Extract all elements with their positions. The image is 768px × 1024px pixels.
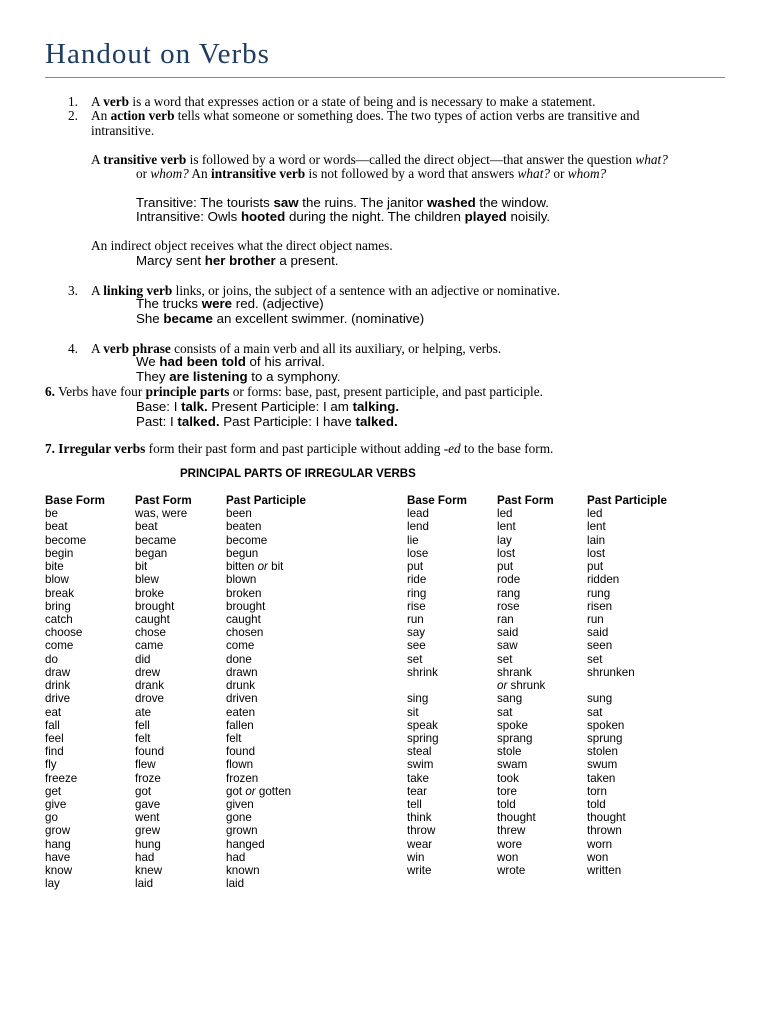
column-header: Past Participle [587, 494, 667, 507]
table-cell: caught [226, 612, 261, 626]
table-cell: write [407, 864, 432, 878]
table-cell: have [45, 850, 71, 864]
table-cell: become [45, 533, 87, 547]
phrase-example-2 [136, 369, 340, 384]
table-cell: written [587, 864, 622, 878]
table-cell: swim [407, 758, 434, 772]
table-cell: rung [587, 586, 611, 600]
linking-example-1 [136, 296, 324, 311]
table-cell: frozen [226, 771, 259, 785]
table-cell: brought [226, 599, 266, 613]
table-cell: feel [45, 731, 64, 745]
table-cell: went [135, 811, 160, 825]
text-run: form their past form and past participle without adding [145, 441, 444, 456]
table-cell: hung [135, 837, 161, 851]
table-cell: break [45, 586, 75, 600]
text-run: The trucks [136, 296, 202, 311]
table-cell: set [497, 652, 513, 666]
table-cell: began [135, 546, 168, 560]
text-run: talked. [177, 414, 220, 429]
table-cell: ate [135, 705, 152, 719]
table-cell: swam [497, 758, 528, 772]
table-cell: stole [497, 745, 522, 759]
table-cell: lend [407, 520, 429, 534]
table-cell: rose [497, 599, 520, 613]
table-cell: know [45, 864, 73, 878]
table-cell: throw [407, 824, 436, 838]
table-cell: wore [497, 837, 523, 851]
table-cell: ring [407, 586, 427, 600]
text-run: Intransitive: Owls [136, 209, 241, 224]
table-cell: run [587, 612, 604, 626]
table-cell: broke [135, 586, 165, 600]
table-cell: got [135, 784, 152, 798]
linking-example-2 [136, 311, 424, 326]
table-cell: lent [497, 520, 516, 534]
column-header: Past Form [497, 494, 554, 507]
table-cell: beat [135, 520, 158, 534]
table-cell: broken [226, 586, 262, 600]
text-run: We [136, 354, 160, 369]
text-run: consists of a main verb and all its auxiliary, or helping, verbs. [170, 341, 502, 356]
table-cell: come [226, 639, 255, 653]
table-cell: blew [135, 573, 159, 587]
text-run: red. (adjective) [232, 296, 324, 311]
table-cell: be [45, 507, 58, 521]
text-run: an excellent swimmer. (nominative) [212, 311, 425, 326]
table-cell: begin [45, 546, 74, 560]
table-cell: hang [45, 837, 71, 851]
text-run: to the base form. [460, 441, 554, 456]
text-run: or [550, 166, 568, 181]
table-cell: did [135, 652, 151, 666]
table-cell: laid [135, 877, 154, 891]
left-participle-column [226, 494, 306, 891]
table-cell: set [407, 652, 423, 666]
table-cell: steal [407, 745, 432, 759]
table-cell: tell [407, 798, 422, 812]
text-run: Past: I [136, 414, 178, 429]
item-2-text [91, 108, 640, 124]
table-cell: speak [407, 718, 438, 732]
table-cell: got or gotten [226, 784, 292, 798]
table-cell: give [45, 798, 67, 812]
table-cell: ran [497, 612, 514, 626]
text-run: played [464, 209, 507, 224]
table-cell: took [497, 771, 519, 785]
table-cell: hanged [226, 837, 265, 851]
table-cell: told [587, 798, 606, 812]
table-cell: sit [407, 705, 419, 719]
table-cell: had [135, 850, 155, 864]
intransitive-definition [136, 166, 606, 182]
table-cell: sang [497, 692, 523, 706]
text-run: She [136, 311, 164, 326]
table-cell: drink [45, 679, 71, 693]
table-cell: thrown [587, 824, 622, 838]
table-cell: fell [135, 718, 150, 732]
text-run: intransitive. [91, 123, 155, 138]
item-number-1: 1. [68, 94, 78, 109]
page-title: Handout on Verbs [45, 38, 270, 70]
table-cell: chosen [226, 626, 264, 640]
table-cell: find [45, 745, 64, 759]
text-run: 6. [45, 384, 55, 399]
text-run: A [91, 341, 104, 356]
text-run: Verbs have four [54, 384, 146, 399]
text-run: whom? [567, 166, 607, 181]
indirect-object-example [136, 253, 339, 268]
table-cell: laid [226, 877, 245, 891]
item-number-3: 3. [68, 283, 78, 298]
table-cell: sat [587, 705, 603, 719]
table-cell: become [226, 533, 268, 547]
table-cell: was, were [135, 507, 188, 521]
text-run: saw [273, 195, 299, 210]
table-cell: seen [587, 639, 613, 653]
text-run: hooted [240, 209, 286, 224]
text-run: Present Participle: I am [207, 399, 353, 414]
table-cell: run [407, 612, 424, 626]
right-participle-column [587, 494, 667, 877]
table-cell: taken [587, 771, 616, 785]
text-run: or [136, 166, 151, 181]
table-cell: put [497, 560, 514, 574]
intransitive-example [136, 209, 550, 224]
text-run: were [201, 296, 233, 311]
table-cell: blow [45, 573, 69, 587]
table-cell: lent [587, 520, 606, 534]
table-cell: saw [497, 639, 518, 653]
table-cell: said [497, 626, 519, 640]
table-cell: rode [497, 573, 521, 587]
table-cell: think [407, 811, 432, 825]
table-cell: fly [45, 758, 57, 772]
table-cell: been [226, 507, 252, 521]
table-cell: wear [407, 837, 433, 851]
table-cell: stolen [587, 745, 618, 759]
text-run: A [91, 152, 104, 167]
table-cell: became [135, 533, 177, 547]
table-cell: found [226, 745, 256, 759]
table-cell: torn [587, 784, 607, 798]
item-7-text [45, 441, 553, 457]
table-cell: bring [45, 599, 71, 613]
table-cell: known [226, 864, 260, 878]
table-cell: given [226, 798, 254, 812]
phrase-example-1 [136, 354, 325, 369]
text-run: or forms: base, past, present participle, and past participle. [229, 384, 543, 399]
right-past-column [497, 494, 554, 877]
table-cell: set [587, 652, 603, 666]
item-6-text [45, 384, 543, 400]
table-cell: or shrunk [497, 679, 546, 693]
table-cell: shrunken [587, 665, 635, 679]
table-cell: sprang [497, 731, 533, 745]
text-run: talked. [355, 414, 398, 429]
text-run: action verb [110, 108, 175, 123]
table-cell: brought [135, 599, 175, 613]
table-cell: thought [587, 811, 626, 825]
text-run: talk. [181, 399, 208, 414]
title-divider [45, 77, 725, 78]
table-cell: sing [407, 692, 429, 706]
item-number-2: 2. [68, 108, 78, 123]
table-cell: beaten [226, 520, 262, 534]
table-cell: put [587, 560, 604, 574]
text-run: of his arrival. [245, 354, 325, 369]
column-header: Base Form [407, 494, 467, 507]
text-run: -ed [443, 441, 461, 456]
left-past-column [135, 494, 192, 891]
table-cell: blown [226, 573, 257, 587]
text-run: verb phrase [103, 341, 171, 356]
text-run: A [91, 94, 104, 109]
table-cell: won [587, 850, 609, 864]
text-run: is a word that expresses action or a state of being and is necessary to make a statement. [129, 94, 596, 109]
table-cell: lead [407, 507, 429, 521]
text-run: Base: I [136, 399, 182, 414]
text-run: washed [426, 195, 476, 210]
table-cell: flown [226, 758, 254, 772]
column-header: Past Participle [226, 494, 306, 507]
table-cell: led [587, 507, 603, 521]
text-run: Transitive: The tourists [136, 195, 274, 210]
table-cell: led [497, 507, 513, 521]
text-run: is not followed by a word that answers [305, 166, 518, 181]
table-cell: shrank [497, 665, 532, 679]
table-cell [587, 679, 667, 692]
table-cell: came [135, 639, 164, 653]
transitive-example [136, 195, 549, 210]
table-cell: drive [45, 692, 71, 706]
table-cell: felt [135, 731, 151, 745]
table-cell: begun [226, 546, 259, 560]
item-number-4: 4. [68, 341, 78, 356]
table-cell: go [45, 811, 58, 825]
table-cell: get [45, 784, 62, 798]
table-cell: flew [135, 758, 156, 772]
table-cell: catch [45, 612, 73, 626]
text-run: An [188, 166, 211, 181]
table-cell: shrink [407, 665, 438, 679]
table-cell: gave [135, 798, 161, 812]
table-cell: do [45, 652, 58, 666]
table-cell: threw [497, 824, 526, 838]
indirect-object-text [91, 238, 393, 254]
table-cell: swum [587, 758, 618, 772]
table-cell: put [407, 560, 424, 574]
table-cell: take [407, 771, 429, 785]
text-run: had been told [159, 354, 246, 369]
table-cell: sung [587, 692, 613, 706]
table-cell: lost [587, 546, 606, 560]
text-run: to a symphony. [247, 369, 341, 384]
text-run: a present. [275, 253, 339, 268]
table-cell: freeze [45, 771, 78, 785]
text-run: An indirect object receives what the direct object names. [91, 238, 393, 253]
text-run: is followed by a word or words—called the direct object—that answer the question [186, 152, 636, 167]
table-cell: had [226, 850, 246, 864]
table-cell: lay [497, 533, 512, 547]
table-cell: driven [226, 692, 258, 706]
text-run: what? [635, 152, 668, 167]
table-cell: knew [135, 864, 163, 878]
table-cell: bitten or bit [226, 560, 284, 574]
table-cell: risen [587, 599, 613, 613]
text-run: talking. [352, 399, 400, 414]
table-cell: drove [135, 692, 165, 706]
table-cell: ride [407, 573, 427, 587]
text-run: transitive verb [103, 152, 187, 167]
table-cell: beat [45, 520, 68, 534]
text-run: tells what someone or something does. The two types of action verbs are transitive and [174, 108, 640, 123]
table-cell: say [407, 626, 426, 640]
table-cell [407, 679, 467, 692]
table-cell: bite [45, 560, 64, 574]
table-cell: fallen [226, 718, 254, 732]
column-header: Past Form [135, 494, 192, 507]
table-cell: eaten [226, 705, 256, 719]
table-cell: win [407, 850, 425, 864]
table-cell: rise [407, 599, 426, 613]
table-cell: said [587, 626, 609, 640]
text-run: during the night. The children [285, 209, 465, 224]
parts-example-2 [136, 414, 398, 429]
table-cell: froze [135, 771, 161, 785]
text-run: are listening [169, 369, 248, 384]
table-cell: ridden [587, 573, 620, 587]
table-cell: told [497, 798, 516, 812]
table-cell: rang [497, 586, 521, 600]
table-cell: drunk [226, 679, 256, 693]
text-run: Marcy sent [136, 253, 205, 268]
text-run: whom? [150, 166, 189, 181]
table-cell: done [226, 652, 252, 666]
table-cell: gone [226, 811, 252, 825]
text-run: They [136, 369, 170, 384]
table-cell: won [497, 850, 519, 864]
table-cell: felt [226, 731, 242, 745]
table-cell: spring [407, 731, 439, 745]
table-cell: worn [587, 837, 613, 851]
text-run: became [163, 311, 213, 326]
table-cell: grow [45, 824, 71, 838]
table-cell: drew [135, 665, 161, 679]
parts-example-1 [136, 399, 399, 414]
table-cell: grown [226, 824, 258, 838]
table-cell: spoke [497, 718, 528, 732]
item-2-text-cont [91, 123, 154, 139]
table-cell: grew [135, 824, 161, 838]
text-run: verb [103, 94, 130, 109]
table-cell: lose [407, 546, 429, 560]
table-cell: thought [497, 811, 536, 825]
table-cell: lay [45, 877, 60, 891]
table-cell: drank [135, 679, 165, 693]
table-cell: choose [45, 626, 83, 640]
text-run: 7. Irregular verbs [45, 441, 146, 456]
table-cell: tore [497, 784, 517, 798]
table-cell: eat [45, 705, 62, 719]
table-heading: PRINCIPAL PARTS OF IRREGULAR VERBS [180, 468, 416, 480]
table-cell: wrote [497, 864, 526, 878]
table-cell: chose [135, 626, 166, 640]
text-run: noisily. [506, 209, 551, 224]
table-cell: spoken [587, 718, 625, 732]
right-base-column [407, 494, 467, 877]
left-base-column [45, 494, 105, 891]
text-run: linking verb [103, 283, 173, 298]
table-cell: sat [497, 705, 513, 719]
table-cell: sprung [587, 731, 623, 745]
column-header: Base Form [45, 494, 105, 507]
text-run: what? [517, 166, 551, 181]
table-cell: caught [135, 612, 170, 626]
text-run: the ruins. The janitor [298, 195, 427, 210]
table-cell: draw [45, 665, 71, 679]
table-cell: bit [135, 560, 148, 574]
text-run: her brother [204, 253, 276, 268]
text-run: Past Participle: I have [219, 414, 356, 429]
table-cell: tear [407, 784, 427, 798]
text-run: intransitive verb [211, 166, 306, 181]
table-cell: lost [497, 546, 516, 560]
text-run: links, or joins, the subject of a sentence with an adjective or nominative. [172, 283, 561, 298]
table-cell: see [407, 639, 426, 653]
table-cell: lie [407, 533, 419, 547]
text-run: the window. [475, 195, 549, 210]
table-cell: lain [587, 533, 606, 547]
text-run: An [91, 108, 111, 123]
table-cell: come [45, 639, 74, 653]
text-run: A [91, 283, 104, 298]
table-cell: fall [45, 718, 60, 732]
table-cell: drawn [226, 665, 258, 679]
table-cell: found [135, 745, 165, 759]
text-run: principle parts [145, 384, 230, 399]
